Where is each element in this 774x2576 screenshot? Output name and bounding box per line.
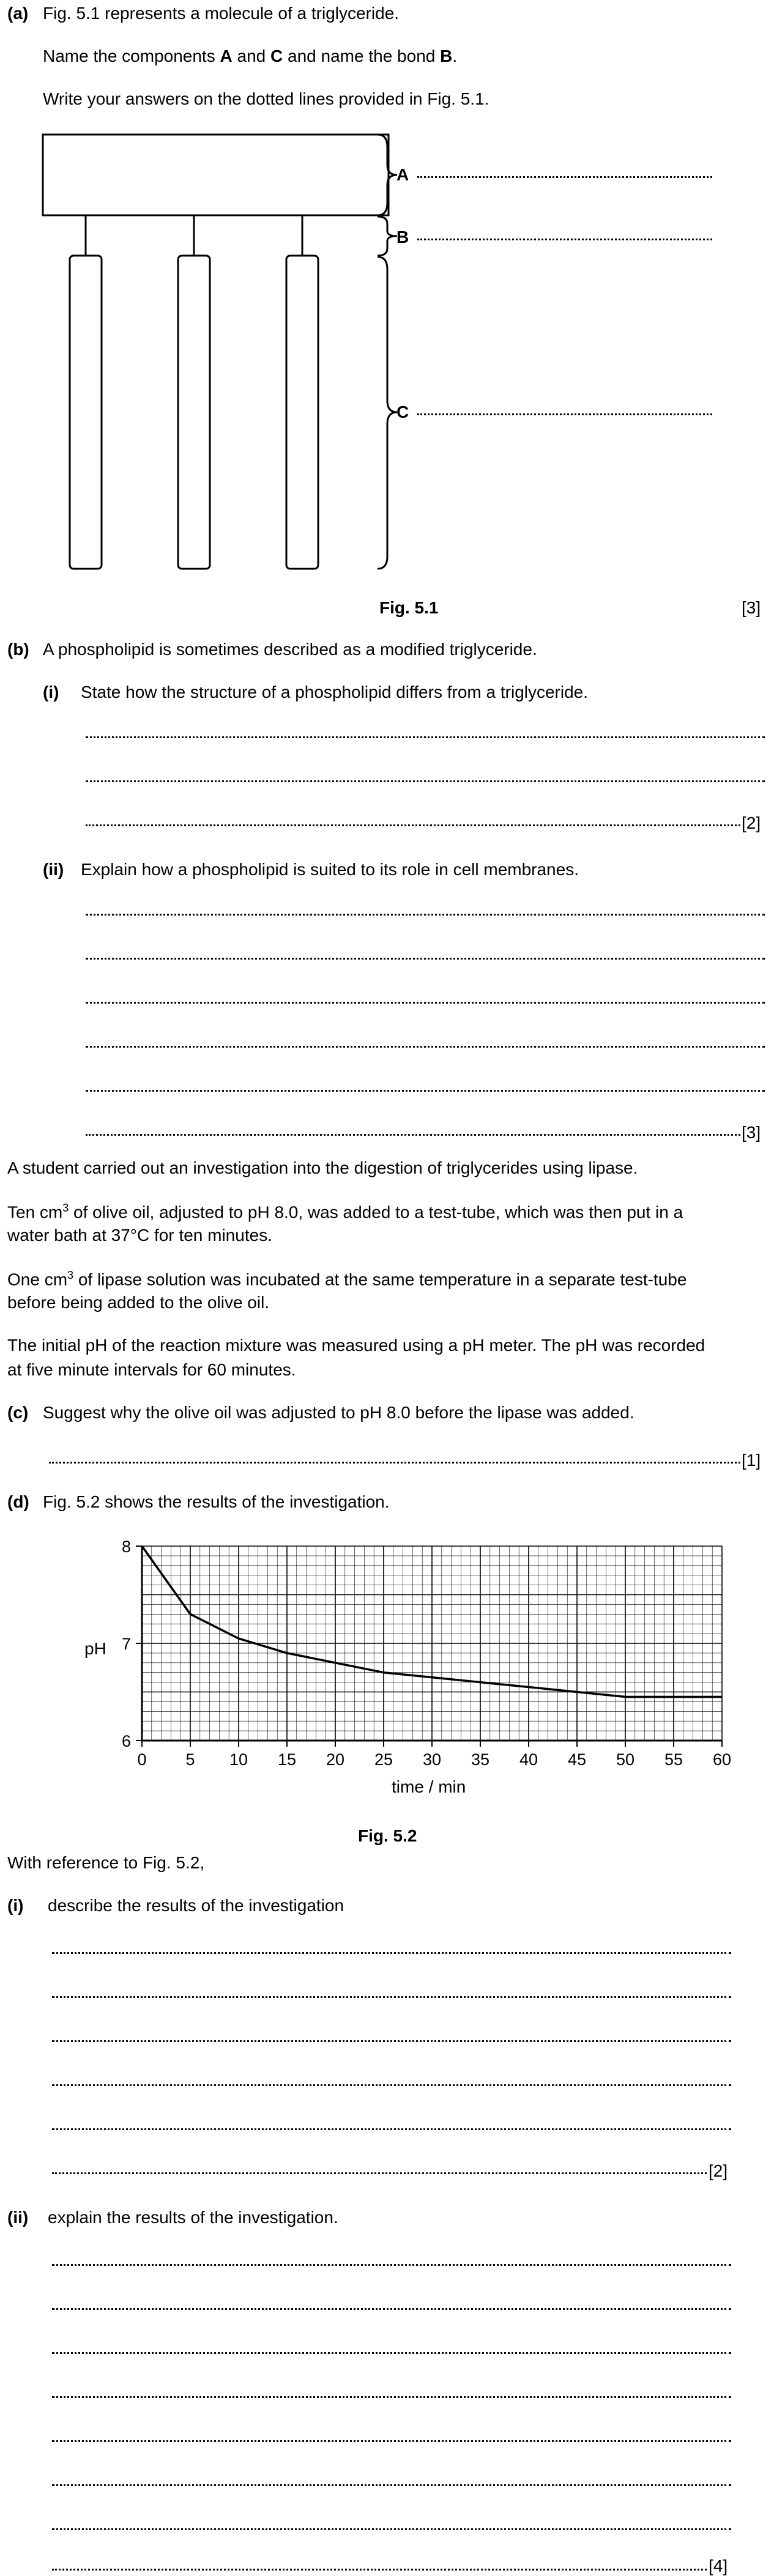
brace-a (378, 135, 397, 215)
stem-p2-line1: Ten $cm^3$ of olive oil, adjusted to pH 8.0, was added to a test-tube, which was then put in a (7, 1202, 683, 1222)
x-tick-label: 10 (229, 1750, 248, 1769)
part-b-i-label: (i) (43, 683, 59, 701)
grid-major (142, 1546, 722, 1741)
answer-line-d-i-4[interactable] (52, 2084, 731, 2086)
part-a-label: (a) (7, 4, 29, 23)
part-d-ii-marks: [4] (709, 2556, 728, 2575)
answer-line-b-i-2[interactable] (86, 780, 765, 782)
answer-line-b-i-3[interactable] (86, 824, 740, 826)
stem-p1: A student carried out an investigation into the digestion of triglycerides using lipase. (7, 1158, 638, 1177)
stem-p4-line2: at five minute intervals for 60 minutes. (7, 1360, 296, 1379)
answer-line-a[interactable] (417, 176, 712, 178)
part-b-i-text: State how the structure of a phospholipid differs from a triglyceride. (81, 683, 589, 701)
answer-line-d-ii-6[interactable] (52, 2484, 731, 2486)
label-a: A (396, 165, 409, 184)
part-d-with-ref: With reference to Fig. 5.2, (7, 1853, 205, 1872)
fig-5-1-caption: Fig. 5.1 (379, 598, 439, 617)
answer-line-d-i-5[interactable] (52, 2128, 731, 2130)
part-b-intro: A phospholipid is sometimes described as a modified triglyceride. (43, 640, 537, 659)
y-tick-label: 7 (121, 1635, 131, 1653)
answer-line-d-ii-3[interactable] (52, 2352, 731, 2354)
part-a-line1: Fig. 5.1 represents a molecule of a triglyceride. (43, 4, 400, 23)
answer-line-b-ii-5[interactable] (86, 1090, 765, 1092)
answer-line-b-ii-3[interactable] (86, 1002, 765, 1004)
y-tick-label: 6 (121, 1732, 131, 1750)
fatty-acid-chain-1 (70, 256, 102, 569)
x-tick-label: 35 (471, 1750, 490, 1769)
fatty-acid-chain-2 (178, 256, 210, 569)
grid-minor (142, 1546, 722, 1741)
x-tick-label: 0 (137, 1750, 147, 1769)
stem-p3-line1: One $cm^3$ of lipase solution was incubated at the same temperature in a separate test-tube (7, 1269, 687, 1289)
answer-line-d-ii-4[interactable] (52, 2396, 731, 2398)
answer-line-b-ii-4[interactable] (86, 1046, 765, 1048)
answer-line-d-ii-1[interactable] (52, 2264, 731, 2266)
part-d-label: (d) (7, 1492, 29, 1511)
answer-line-b-ii-1[interactable] (86, 914, 765, 916)
part-c-text: Suggest why the olive oil was adjusted to pH 8.0 before the lipase was added. (43, 1403, 634, 1422)
x-tick-label: 40 (519, 1750, 538, 1769)
x-tick-label: 45 (567, 1750, 587, 1769)
answer-line-d-ii-7[interactable] (52, 2528, 731, 2530)
part-d-i-marks: [2] (709, 2161, 728, 2180)
answer-line-b-i-1[interactable] (86, 736, 765, 738)
x-tick-label: 50 (616, 1750, 635, 1769)
part-d-ii-label: (ii) (7, 2208, 29, 2227)
x-tick-label: 60 (712, 1750, 732, 1769)
fatty-acid-chain-3 (286, 256, 318, 569)
y-axis-label: pH (84, 1639, 106, 1658)
part-d-text: Fig. 5.2 shows the results of the investigation. (43, 1492, 390, 1511)
answer-line-d-i-6[interactable] (52, 2172, 707, 2174)
brace-c (378, 257, 397, 569)
answer-line-d-ii-2[interactable] (52, 2308, 731, 2310)
part-d-ii-text: explain the results of the investigation. (48, 2208, 338, 2227)
answer-line-d-i-1[interactable] (52, 1952, 731, 1954)
series (142, 1546, 722, 1697)
x-tick-label: 5 (185, 1750, 195, 1769)
answer-line-b-ii-2[interactable] (86, 958, 765, 960)
answer-line-c-1[interactable] (49, 1462, 740, 1464)
part-c-label: (c) (7, 1403, 29, 1422)
x-tick-label: 20 (326, 1750, 345, 1769)
answer-line-b[interactable] (417, 239, 712, 240)
glycerol-box (43, 135, 389, 215)
part-d-i-label: (i) (7, 1896, 24, 1915)
label-c: C (396, 402, 409, 421)
stem-p3-line2: before being added to the olive oil. (7, 1293, 270, 1312)
part-b-i-marks: [2] (742, 813, 761, 832)
part-a-marks: [3] (742, 598, 761, 617)
stem-p4-line1: The initial pH of the reaction mixture was measured using a pH meter. The pH was recorded (7, 1336, 705, 1355)
answer-line-d-i-2[interactable] (52, 1996, 731, 1998)
answer-line-b-ii-6[interactable] (86, 1134, 740, 1136)
part-b-ii-label: (ii) (43, 860, 64, 879)
answer-line-d-ii-5[interactable] (52, 2440, 731, 2442)
ph-series-line (142, 1546, 722, 1697)
part-b-ii-text: Explain how a phospholipid is suited to its role in cell membranes. (81, 860, 579, 879)
part-b-ii-marks: [3] (742, 1123, 761, 1142)
brace-b (378, 217, 397, 256)
part-d-i-text: describe the results of the investigation (48, 1896, 344, 1915)
x-tick-label: 15 (277, 1750, 297, 1769)
x-tick-label: 55 (664, 1750, 683, 1769)
answer-line-d-ii-8[interactable] (52, 2569, 707, 2570)
stem-p2-line2: water bath at 37°C for ten minutes. (7, 1226, 272, 1245)
fig-5-2-caption: Fig. 5.2 (358, 1826, 417, 1845)
x-tick-label: 30 (422, 1750, 442, 1769)
ticks (122, 1538, 731, 1769)
part-c-marks: [1] (742, 1451, 761, 1470)
part-b-label: (b) (7, 640, 29, 659)
axes (142, 1546, 722, 1741)
x-tick-label: 25 (374, 1750, 393, 1769)
x-axis-label: time / min (392, 1777, 466, 1796)
part-a-line3: Write your answers on the dotted lines provided in Fig. 5.1. (43, 89, 489, 108)
answer-line-c[interactable] (417, 413, 712, 415)
answer-line-d-i-3[interactable] (52, 2040, 731, 2042)
y-tick-label: 8 (121, 1538, 131, 1556)
label-b: B (396, 228, 409, 246)
part-a-line2: Name the components A and C and name the bond B. (43, 46, 458, 65)
